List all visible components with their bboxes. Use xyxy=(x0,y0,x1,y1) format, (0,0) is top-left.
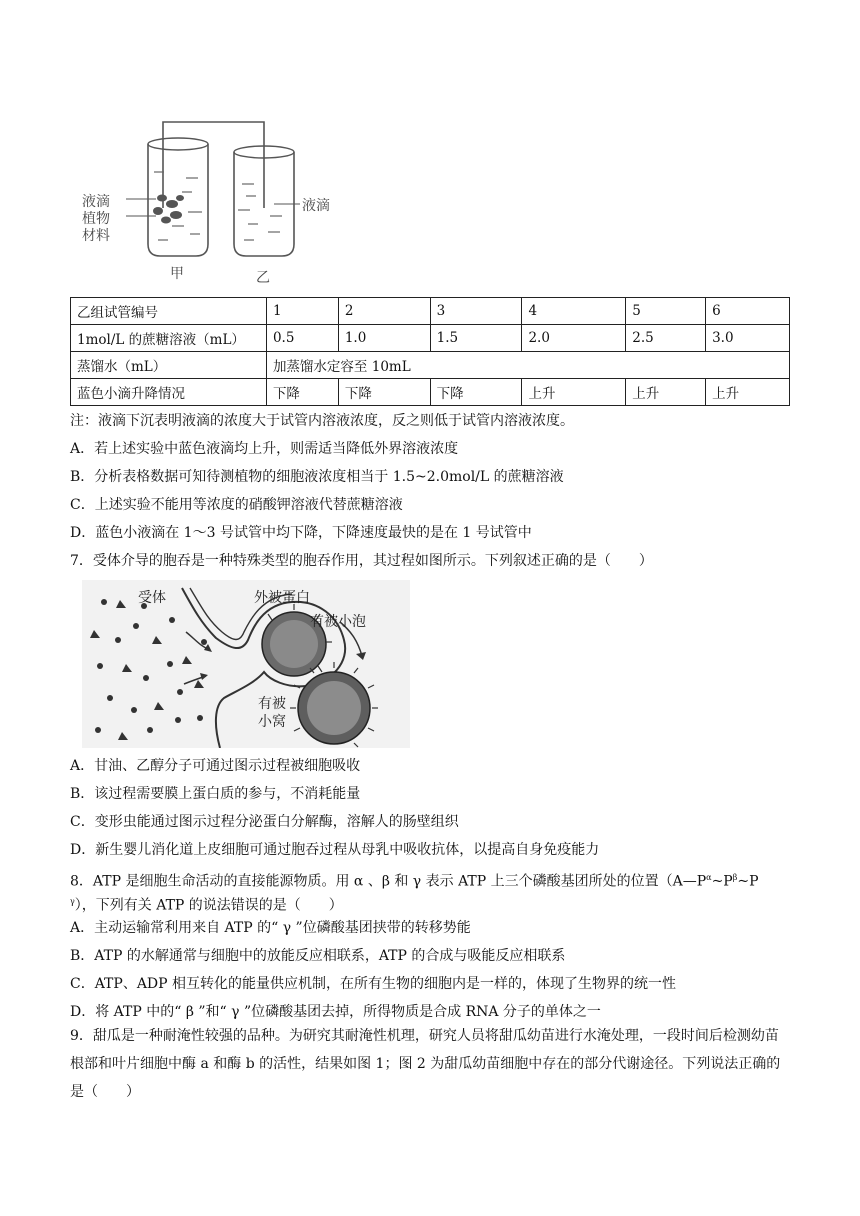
q6-option-a: A．若上述实验中蓝色液滴均上升，则需适当降低外界溶液浓度 xyxy=(70,441,459,457)
label-droplet: 液滴 xyxy=(82,194,110,210)
table-cell: 上升 xyxy=(626,379,706,406)
label-receptor: 受体 xyxy=(138,590,166,606)
label-material: 材料 xyxy=(82,228,110,244)
q6-option-b: B．分析表格数据可知待测植物的细胞液浓度相当于 1.5~2.0mol/L 的蔗糖溶液 xyxy=(70,469,564,485)
table-cell: 1 xyxy=(266,298,338,325)
table-cell: 蒸馏水（mL） xyxy=(71,352,267,379)
table-cell: 上升 xyxy=(706,379,790,406)
q6-note: 注：液滴下沉表明液滴的浓度大于试管内溶液浓度，反之则低于试管内溶液浓度。 xyxy=(70,413,574,429)
table-cell: 1.0 xyxy=(338,325,430,352)
table-row xyxy=(71,352,790,379)
table-cell: 下降 xyxy=(338,379,430,406)
q8-option-b: B．ATP 的水解通常与细胞中的放能反应相联系，ATP 的合成与吸能反应相联系 xyxy=(70,948,566,964)
q7-stem: 7．受体介导的胞吞是一种特殊类型的胞吞作用，其过程如图所示。下列叙述正确的是（ ） xyxy=(70,553,653,569)
table-cell: 上升 xyxy=(522,379,626,406)
table-row xyxy=(71,379,790,406)
table-cell: 3.0 xyxy=(706,325,790,352)
label-droplet-right: 液滴 xyxy=(302,198,330,214)
table-row xyxy=(71,325,790,352)
table-cell: 4 xyxy=(522,298,626,325)
table-cell: 3 xyxy=(430,298,522,325)
q6-option-c: C．上述实验不能用等浓度的硝酸钾溶液代替蔗糖溶液 xyxy=(70,497,403,513)
table-cell: 蓝色小滴升降情况 xyxy=(71,379,267,406)
q7-option-a: A．甘油、乙醇分子可通过图示过程被细胞吸收 xyxy=(70,758,361,774)
label-coated-pit-1: 有被 xyxy=(258,696,286,712)
table-cell: 1.5 xyxy=(430,325,522,352)
table-cell: 下降 xyxy=(430,379,522,406)
sucrose-table xyxy=(70,297,790,406)
q8-stem-line1: 8．ATP 是细胞生命活动的直接能源物质。用 α 、β 和 γ 表示 ATP 上三个磷酸基团所处的位置（$A—P^\alpha\sim P^\beta\sim P$ xyxy=(70,873,759,890)
table-cell: 0.5 xyxy=(266,325,338,352)
label-yi: 乙 xyxy=(256,270,270,286)
q8-option-a: A．主动运输常利用来自 ATP 的“ γ ”位磷酸基团挟带的转移势能 xyxy=(70,920,471,936)
table-cell: 乙组试管编号 xyxy=(71,298,267,325)
table-cell: 1mol/L 的蔗糖溶液（mL） xyxy=(71,325,267,352)
table-cell: 2.5 xyxy=(626,325,706,352)
table-cell: 2 xyxy=(338,298,430,325)
q8-stem-line2: $^\gamma$），下列有关 ATP 的说法错误的是（ ） xyxy=(70,897,343,914)
q8-option-d: D．将 ATP 中的“ β ”和“ γ ”位磷酸基团去掉，所得物质是合成 RNA 分子的单体之一 xyxy=(70,1004,601,1020)
endocytosis-figure xyxy=(82,580,410,748)
q8-option-c: C．ATP、ADP 相互转化的能量供应机制，在所有生物的细胞内是一样的，体现了生物界的统一性 xyxy=(70,976,677,992)
q7-option-c: C．变形虫能通过图示过程分泌蛋白分解酶，溶解人的肠壁组织 xyxy=(70,814,459,830)
table-cell: 下降 xyxy=(266,379,338,406)
label-coated-pit-2: 小窝 xyxy=(258,714,286,730)
tube-figure xyxy=(78,116,368,288)
tube-jia xyxy=(126,138,208,256)
table-cell: 2.0 xyxy=(522,325,626,352)
table-cell: 5 xyxy=(626,298,706,325)
table-cell: 6 xyxy=(706,298,790,325)
label-coated-vesicle: 有被小泡 xyxy=(310,614,366,630)
label-coat-protein: 外被蛋白 xyxy=(254,590,310,606)
label-jia: 甲 xyxy=(170,266,184,282)
label-plant: 植物 xyxy=(82,211,110,227)
q9-stem: 9．甜瓜是一种耐淹性较强的品种。为研究其耐淹性机理，研究人员将甜瓜幼苗进行水淹处理，一段时间后检测幼苗根部和叶片细胞中酶 a 和酶 b 的活性，结果如图 1；图 2 为甜瓜幼苗细胞中存在的部分代谢途径。下列说法正确的是（ ） xyxy=(70,1028,781,1100)
q7-option-d: D．新生婴儿消化道上皮细胞可通过胞吞过程从母乳中吸收抗体，以提高自身免疫能力 xyxy=(70,842,600,858)
table-row xyxy=(71,298,790,325)
q7-option-b: B．该过程需要膜上蛋白质的参与，不消耗能量 xyxy=(70,786,361,802)
q6-option-d: D．蓝色小液滴在 1～3 号试管中均下降，下降速度最快的是在 1 号试管中 xyxy=(70,525,532,541)
tube-yi xyxy=(234,146,300,256)
table-cell: 加蒸馏水定容至 10mL xyxy=(266,352,789,379)
